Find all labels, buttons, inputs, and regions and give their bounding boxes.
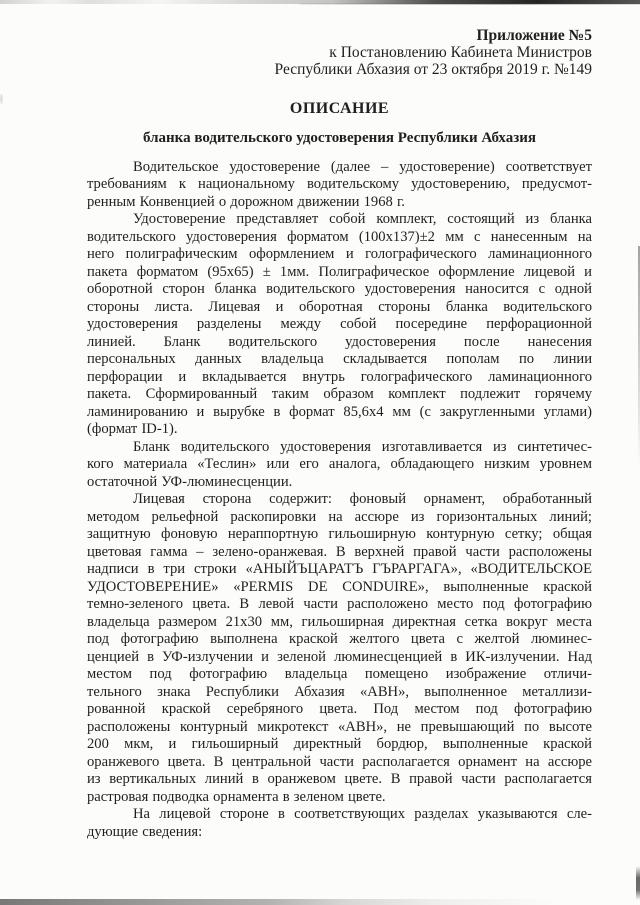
scan-artifact-bottom-edge [0,899,560,905]
text-line: требованиям к национальному водительскому удостоверению, предусмот- [87,176,592,193]
text-line: На лицевой стороне в соответствующих разделах указываются сле- [133,806,592,823]
paragraph [87,159,592,212]
text-line: удостоверения разделены между собой посередине перфорационной [87,316,592,333]
text-line: оранжевого цвета. В центральной части располагается орнамент на ассюре [87,753,592,770]
text-line: кого материала «Теслин» или его аналога, обладающего низким уровнем [87,456,592,473]
text-line: расположены контурный микротекст «АВН», не превышающий по высоте [87,718,592,735]
text-line: Лицевая сторона содержит: фоновый орнамент, обработанный [133,491,592,508]
appendix-reference-line-1: к Постановлению Кабинета Министров [329,44,592,62]
document-title: ОПИСАНИЕ [289,99,390,117]
text-line: ламинированию и вырубке в формат 85,6x4 мм (с закругленными углами) [87,403,592,420]
scan-artifact-left-speck [0,94,3,104]
document-subtitle: бланка водительского удостоверения Республики Абхазия [142,129,537,146]
text-line: владельца размером 21x30 мм, гильоширная директная сетка вокруг места [87,613,592,630]
appendix-header [87,27,592,79]
text-line: оборотной сторон бланка водительского удостоверения наносится с одной [87,281,592,298]
paragraph [87,211,592,439]
text-line: местом под фотографию владельца помещено изображение отличи- [87,666,592,683]
text-line: ренным Конвенцией о дорожном движении 1968 г. [87,193,405,210]
text-line: из вертикальных линий в оранжевом цвете. В правой части располагается [87,771,592,788]
paragraph [87,491,592,806]
text-line: водительского удостоверения форматом (100x137)±2 мм с нанесенным на [87,228,592,245]
appendix-number: Приложение №5 [476,27,592,44]
text-line: персональных данных владельца складывается пополам по линии [87,351,592,368]
text-line: тельного знака Республики Абхазия «АВН», выполненное металлизи- [87,683,592,700]
document-body [87,159,592,842]
text-line: методом рельефной раскопировки на ассюре из горизонтальных линий; [87,508,592,525]
text-line: темно-зеленого цвета. В левой части расположено место под фотографию [87,596,592,613]
text-line: УДОСТОВЕРЕНИЕ» «PERMIS DE CONDUIRE», выполненные краской [87,578,592,595]
text-line: стороны листа. Лицевая и оборотная стороны бланка водительского [87,298,592,315]
paragraph [87,439,592,492]
scan-artifact-right-edge-mark [636,866,640,900]
text-line: Бланк водительского удостоверения изготавливается из синтетичес- [133,438,592,455]
text-line: (формат ID-1). [87,421,178,438]
text-line: остаточной УФ-люминесценции. [87,473,293,490]
text-line: растровая подводка орнамента в зеленом цвете. [87,788,386,805]
text-line: ценцией в УФ-излучении и зеленой люминесценцией в ИК-излучении. Над [87,648,592,665]
paragraph [87,806,592,841]
text-line: 200 мкм, и гильоширный директный бордюр, выполненные краской [87,736,592,753]
text-line: под фотографию выполнена краской желтого цвета с желтой люминес- [87,631,592,648]
text-line: пакета форматом (95x65) ± 1мм. Полиграфическое оформление лицевой и [87,263,592,280]
text-line: него полиграфическим оформлением и голографического ламинационного [87,246,592,263]
text-line: линией. Бланк водительского удостоверения после нанесения [87,333,592,350]
document-content [87,0,592,841]
text-line: дующие сведения: [87,823,203,840]
text-line: рованной краской серебряного цвета. Под местом под фотографию [87,701,592,718]
text-line: Удостоверение представляет собой комплект, состоящий из бланка [133,211,592,228]
text-line: защитную фоновую нераппортную гильоширную контурную сетку; общая [87,526,592,543]
text-line: пакета. Сформированный таким образом комплект подлежит горячему [87,386,592,403]
text-line: Водительское удостоверение (далее – удостоверение) соответствует [133,158,592,175]
text-line: надписи в три строки «АНЫЙЪЦАРАТЪ ГЪРАРГАГА», «ВОДИТЕЛЬСКОЕ [87,561,592,578]
text-line: перфорации и вкладывается внутрь голографического ламинационного [87,368,592,385]
appendix-reference-line-2: Республики Абхазия от 23 октября 2019 г. №149 [274,61,592,79]
text-line: цветовая гамма – зелено-оранжевая. В верхней правой части расположены [87,543,592,560]
